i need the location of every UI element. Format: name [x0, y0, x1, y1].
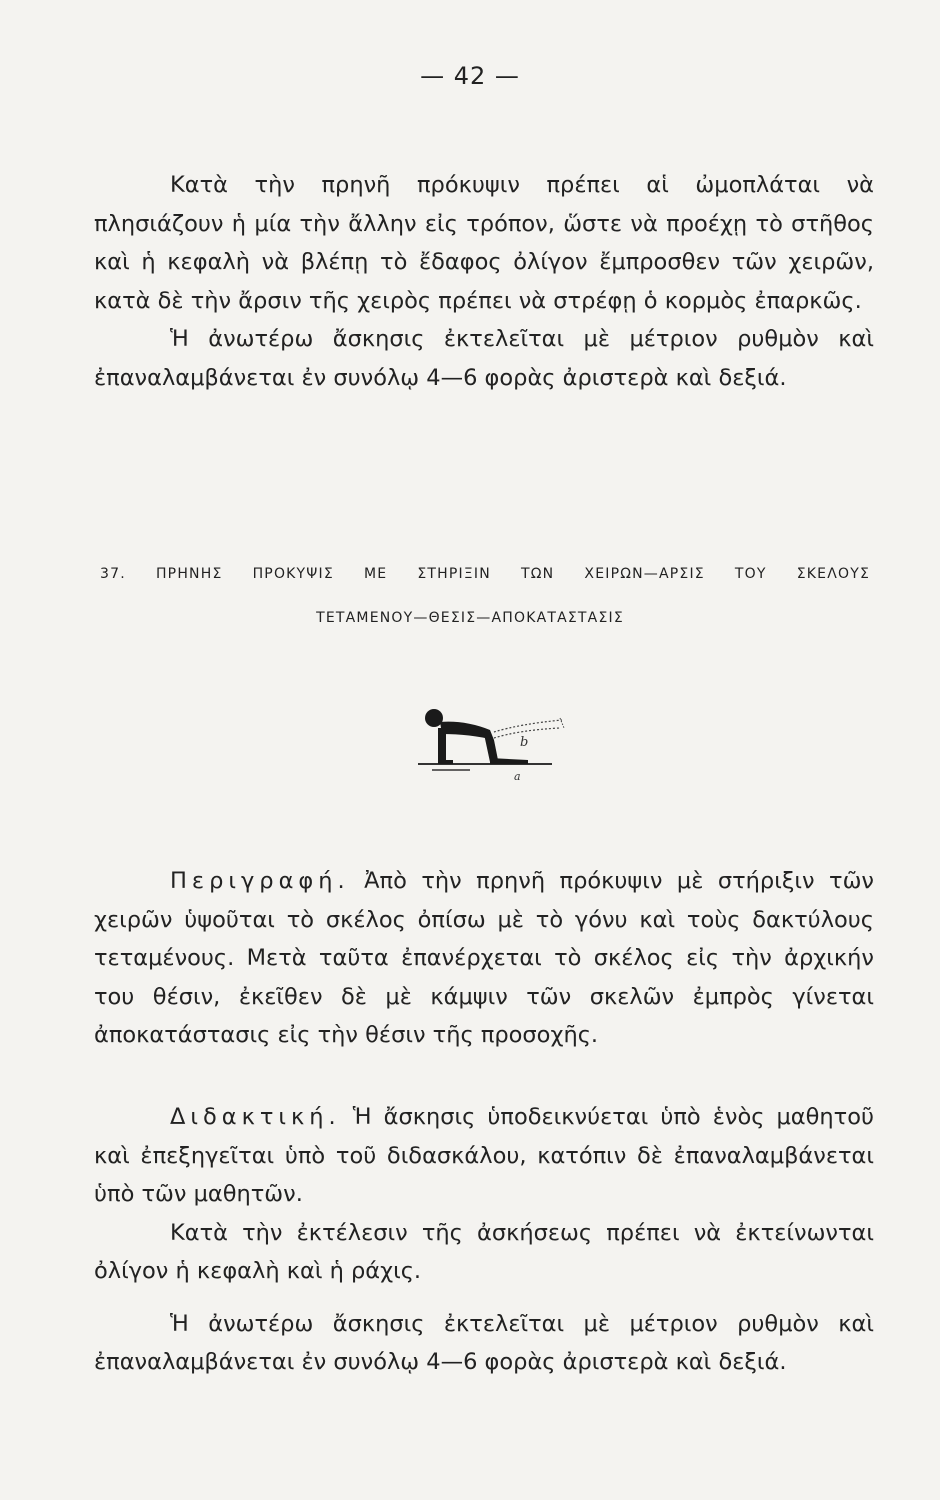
figure-arm	[438, 728, 446, 764]
figure-shin	[490, 758, 528, 764]
didactic-paragraph-1	[94, 1098, 874, 1214]
exercise-heading-line1: 37. ΠΡΗΝΗΣ ΠΡΟΚΥΨΙΣ ΜΕ ΣΤΗΡΙΞΙΝ ΤΩΝ ΧΕΙΡΩΝ—ΑΡΣΙΣ ΤΟΥ ΣΚΕΛΟΥΣ	[100, 566, 870, 582]
didactic-paragraph-2: Κατὰ τὴν ἐκτέλεσιν τῆς ἀσκήσεως πρέπει νὰ ἐκτείνωνται ὀλίγον ἡ κεφαλὴ καὶ ἡ ράχις.	[94, 1219, 874, 1284]
didactic-label: Διδακτική.	[170, 1104, 341, 1130]
figure-thigh	[484, 734, 498, 762]
top-text-block	[94, 166, 874, 397]
description-block	[94, 862, 874, 1055]
top-paragraph-2: Ἡ ἀνωτέρω ἄσκησις ἐκτελεῖται μὲ μέτριον ρυθμὸν καὶ ἐπαναλαμβάνεται ἐν συνόλῳ 4—6 φορὰς ἀριστερὰ καὶ δεξιά.	[94, 326, 874, 391]
figure-label-b: b	[520, 735, 529, 750]
figure-head	[425, 709, 443, 727]
didactic-text: Ἡ ἄσκησις ὑποδεικνύεται ὑπὸ ἑνὸς μαθητοῦ καὶ ἐπεξηγεῖται ὑπὸ τοῦ διδασκάλου, κατόπιν δὲ ἐπαναλαμβάνεται ὑπὸ τῶν μαθητῶν.	[94, 1104, 874, 1207]
description-label: Περιγραφή.	[170, 868, 350, 894]
exercise-figure-illustration	[410, 700, 570, 790]
top-paragraph-1: Κατὰ τὴν πρηνῆ πρόκυψιν πρέπει αἱ ὠμοπλάται νὰ πλησιάζουν ἡ μία τὴν ἄλλην εἰς τρόπον, ὥστε νὰ προέχῃ τὸ στῆθος καὶ ἡ κεφαλὴ νὰ βλέπῃ τὸ ἔδαφος ὀλίγον ἔμπροσθεν τῶν χειρῶν, κατὰ δὲ τὴν ἄρσιν τῆς χειρὸς πρέπει νὰ στρέφῃ ὁ κορμὸς ἐπαρκῶς.	[94, 172, 874, 314]
figure-raised-leg-dotted	[494, 720, 562, 732]
page-number: — 42 —	[420, 62, 520, 90]
figure-label-a: a	[514, 770, 521, 783]
description-text: Ἀπὸ τὴν πρηνῆ πρόκυψιν μὲ στήριξιν τῶν χειρῶν ὑψοῦται τὸ σκέλος ὀπίσω μὲ τὸ γόνυ καὶ τοὺς δακτύλους τεταμένους. Μετὰ ταῦτα ἐπανέρχεται τὸ σκέλος εἰς τὴν ἀρχικήν του θέσιν, ἐκεῖθεν δὲ μὲ κάμψιν τῶν σκελῶν ἐμπρὸς γίνεται ἀποκατάστασις εἰς τὴν θέσιν τῆς προσοχῆς.	[94, 868, 874, 1048]
didactic-paragraph-3: Ἡ ἀνωτέρω ἄσκησις ἐκτελεῖται μὲ μέτριον ρυθμὸν καὶ ἐπαναλαμβάνεται ἐν συνόλῳ 4—6 φορὰς ἀριστερὰ καὶ δεξιά.	[94, 1310, 874, 1375]
figure-hand	[443, 760, 453, 764]
didactic-block	[94, 1098, 874, 1382]
exercise-heading-line2: ΤΕΤΑΜΕΝΟΥ—ΘΕΣΙΣ—ΑΠΟΚΑΤΑΣΤΑΣΙΣ	[316, 610, 624, 626]
description-paragraph	[94, 862, 874, 1055]
figure-foot-dotted	[560, 718, 564, 728]
